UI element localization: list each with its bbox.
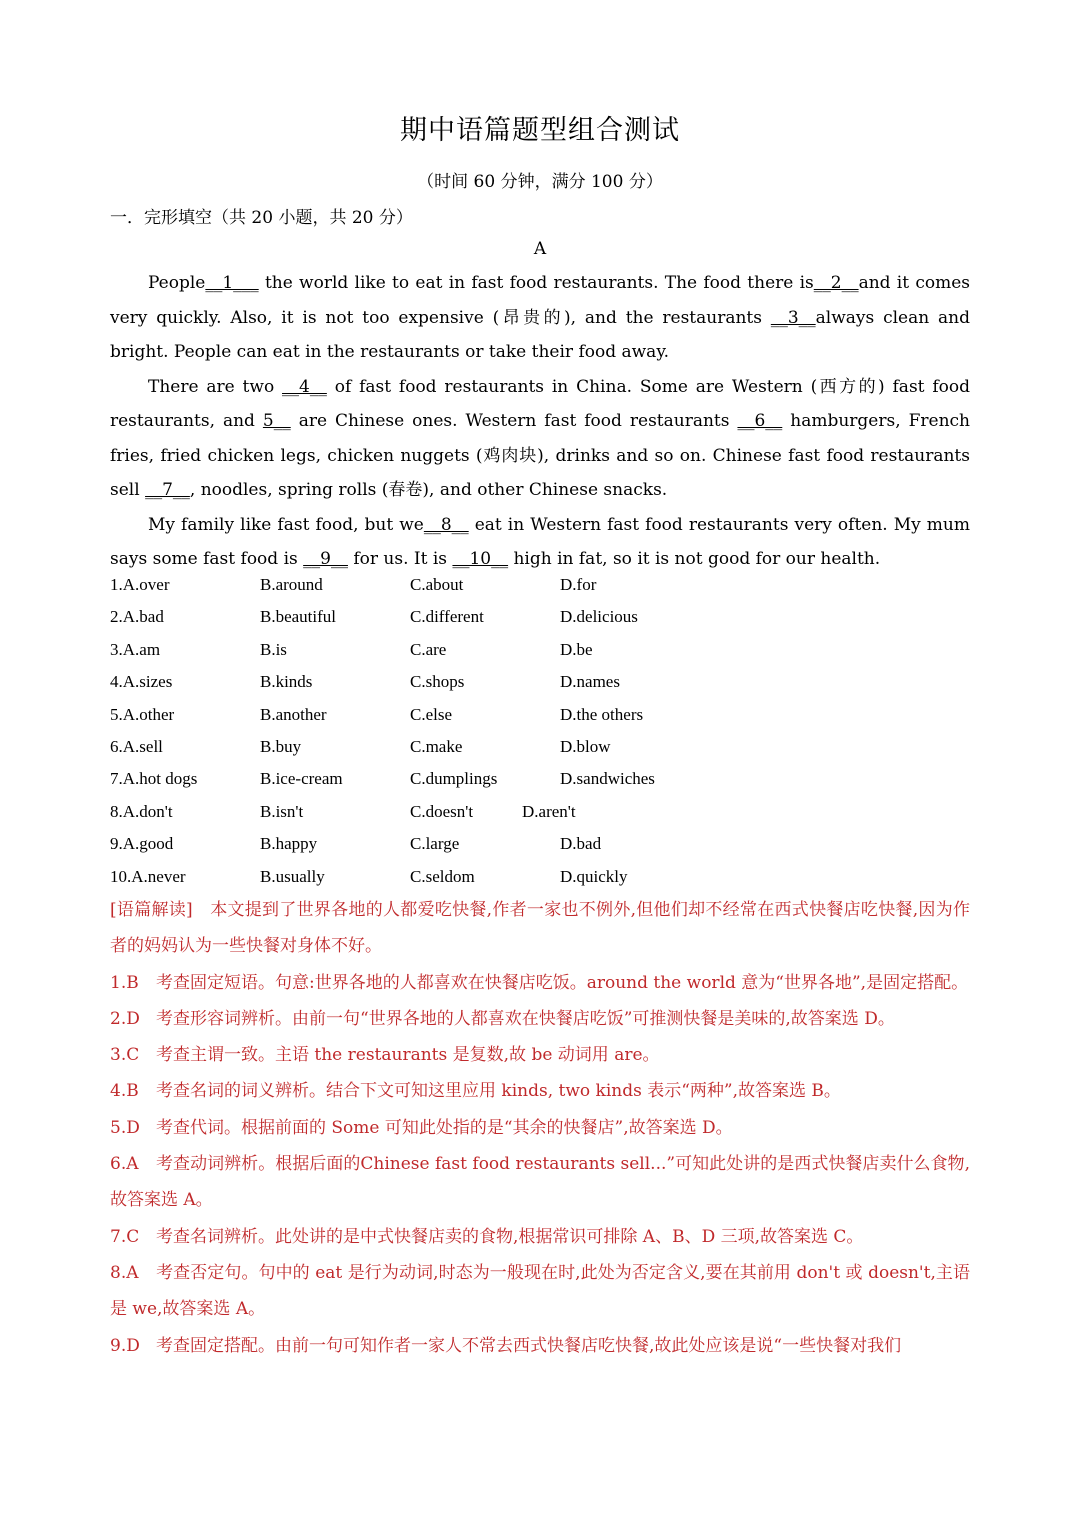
- option-d: D.be: [560, 639, 593, 659]
- option-d: D.delicious: [560, 607, 638, 627]
- answer-number: 5.D: [110, 1117, 140, 1138]
- answer-number: 4.B: [110, 1081, 139, 1102]
- option-c: C.large: [410, 834, 460, 854]
- option-row: [110, 601, 810, 633]
- blank-8: __8__: [423, 514, 469, 535]
- answer-number: 2.D: [110, 1008, 140, 1029]
- passage-label: A: [533, 239, 547, 259]
- option-row: [110, 569, 810, 601]
- option-c: C.dumplings: [410, 769, 498, 789]
- option-a: 5.A.other: [110, 704, 175, 724]
- option-a: 2.A.bad: [110, 607, 164, 627]
- option-c: C.are: [410, 639, 447, 659]
- passage-paragraph-3: My family like fast food, but we__8__ eat in Western fast food restaurants very often. My mum says some fast food is __9__ for us. It is __10__ high in fat, so it is not good for our health.: [110, 514, 970, 569]
- option-d: D.blow: [560, 736, 611, 756]
- option-a: 4.A.sizes: [110, 672, 173, 692]
- answer-explanation: [110, 1255, 970, 1328]
- option-b: B.another: [260, 704, 327, 724]
- option-d: D.bad: [560, 834, 602, 854]
- answer-explanation: [110, 1037, 970, 1073]
- option-row: [110, 731, 810, 763]
- answer-explanation: [110, 1001, 970, 1037]
- answer-number: 9.D: [110, 1335, 140, 1356]
- option-row: [110, 796, 810, 828]
- answer-explanation: [110, 1073, 970, 1109]
- option-a: 3.A.am: [110, 639, 161, 659]
- option-a: 9.A.good: [110, 834, 174, 854]
- answer-explanation: [110, 1146, 970, 1219]
- option-b: B.isn't: [260, 801, 304, 821]
- answer-number: 8.A: [110, 1262, 139, 1283]
- answer-number: 7.C: [110, 1226, 140, 1247]
- option-row: [110, 828, 810, 860]
- option-b: B.is: [260, 639, 287, 659]
- answer-text: 考查名词辨析。此处讲的是中式快餐店卖的食物,根据常识可排除 A、B、D 三项,故答案选 C。: [156, 1226, 864, 1247]
- option-row: [110, 634, 810, 666]
- blank-9: __9__: [303, 549, 348, 569]
- passage-summary: [语篇解读] 本文提到了世界各地的人都爱吃快餐,作者一家也不例外,但他们却不经常在西式快餐店吃快餐,因为作者的妈妈认为一些快餐对身体不好。: [110, 900, 970, 957]
- blank-6: __6__: [737, 411, 783, 431]
- blank-5: 5__: [262, 411, 291, 431]
- option-d: D.aren't: [522, 801, 576, 821]
- answer-text: 考查代词。根据前面的 Some 可知此处指的是“其余的快餐店”,故答案选 D。: [156, 1117, 733, 1138]
- option-c: C.different: [410, 607, 484, 627]
- answer-explanation: [110, 1328, 970, 1364]
- option-d: D.the others: [560, 704, 644, 724]
- option-b: B.usually: [260, 866, 325, 886]
- passage-paragraph-1: People__1___ the world like to eat in fast food restaurants. The food there is__2__and it comes very quickly. Also, it is not too expensive (昂贵的), and the restaurants __3__always clean and bright. People can eat in the restaurants or take their food away.: [110, 273, 971, 362]
- blank-2: __2__: [813, 273, 859, 293]
- answer-text: 考查固定短语。句意:世界各地的人都喜欢在快餐店吃饭。around the world 意为“世界各地”,是固定搭配。: [156, 972, 969, 993]
- option-c: C.make: [410, 736, 463, 756]
- blank-7: __7__: [145, 480, 190, 500]
- exam-time-score: （时间 60 分钟，满分 100 分）: [417, 172, 663, 192]
- answer-text: 考查名词的词义辨析。结合下文可知这里应用 kinds, two kinds 表示“两种”,故答案选 B。: [156, 1081, 841, 1102]
- answer-text: 考查动词辨析。根据后面的Chinese fast food restaurants sell...”可知此处讲的是西式快餐店卖什么食物,故答案选 A。: [110, 1154, 970, 1211]
- answer-options: [110, 569, 810, 893]
- option-d: D.for: [560, 575, 597, 594]
- answer-number: 1.B: [110, 972, 139, 993]
- answer-text: 考查主谓一致。主语 the restaurants 是复数,故 be 动词用 are。: [156, 1045, 660, 1066]
- option-b: B.beautiful: [260, 607, 337, 627]
- option-a: 7.A.hot dogs: [110, 769, 198, 789]
- option-row: [110, 699, 810, 731]
- section-heading: 一．完形填空（共 20 小题，共 20 分）: [110, 208, 413, 228]
- blank-1: __1___: [205, 273, 259, 293]
- option-b: B.happy: [260, 834, 318, 854]
- answer-number: 3.C: [110, 1045, 140, 1066]
- answer-analysis: [110, 892, 970, 1364]
- option-row: [110, 861, 810, 893]
- option-row: [110, 666, 810, 698]
- answer-text: 考查形容词辨析。由前一句“世界各地的人都喜欢在快餐店吃饭”可推测快餐是美味的,故答案选 D。: [156, 1008, 895, 1029]
- answer-explanation: [110, 965, 970, 1001]
- passage-paragraph-2: There are two __4__ of fast food restaurants in China. Some are Western (西方的) fast food restaurants, and 5__ are Chinese ones. Western fast food restaurants __6__ hamburgers, French fries, fried chicken legs, chicken nuggets (鸡肉块), drinks and so on. Chinese fast food restaurants sell __7__, noodles, spring rolls (春卷), and other Chinese snacks.: [110, 376, 970, 500]
- option-a: 8.A.don't: [110, 801, 173, 821]
- option-c: C.doesn't: [410, 801, 474, 821]
- option-c: C.shops: [410, 672, 465, 692]
- answer-explanation: [110, 1219, 970, 1255]
- option-b: B.buy: [260, 736, 302, 756]
- blank-3: __3__: [770, 307, 816, 328]
- option-b: B.kinds: [260, 672, 313, 692]
- answer-text: 考查否定句。句中的 eat 是行为动词,时态为一般现在时,此处为否定含义,要在其前用 don't 或 doesn't,主语是 we,故答案选 A。: [110, 1262, 970, 1320]
- option-row: [110, 763, 810, 795]
- answer-explanation: [110, 1110, 970, 1146]
- option-c: C.about: [410, 575, 464, 594]
- cloze-passage: [110, 266, 970, 577]
- option-a: 10.A.never: [110, 866, 186, 886]
- blank-4: __4__: [282, 376, 327, 397]
- option-d: D.names: [560, 672, 620, 692]
- option-b: B.around: [260, 575, 323, 594]
- option-b: B.ice-cream: [260, 769, 343, 789]
- page-title: 期中语篇题型组合测试: [400, 115, 680, 146]
- option-d: D.sandwiches: [560, 769, 655, 789]
- option-d: D.quickly: [560, 866, 628, 886]
- answer-number: 6.A: [110, 1154, 139, 1175]
- blank-10: __10__: [452, 549, 509, 569]
- option-a: 6.A.sell: [110, 736, 163, 756]
- option-a: 1.A.over: [110, 575, 170, 594]
- answer-text: 考查固定搭配。由前一句可知作者一家人不常去西式快餐店吃快餐,故此处应该是说“一些快餐对我们: [156, 1335, 902, 1356]
- option-c: C.seldom: [410, 866, 475, 886]
- option-c: C.else: [410, 704, 453, 724]
